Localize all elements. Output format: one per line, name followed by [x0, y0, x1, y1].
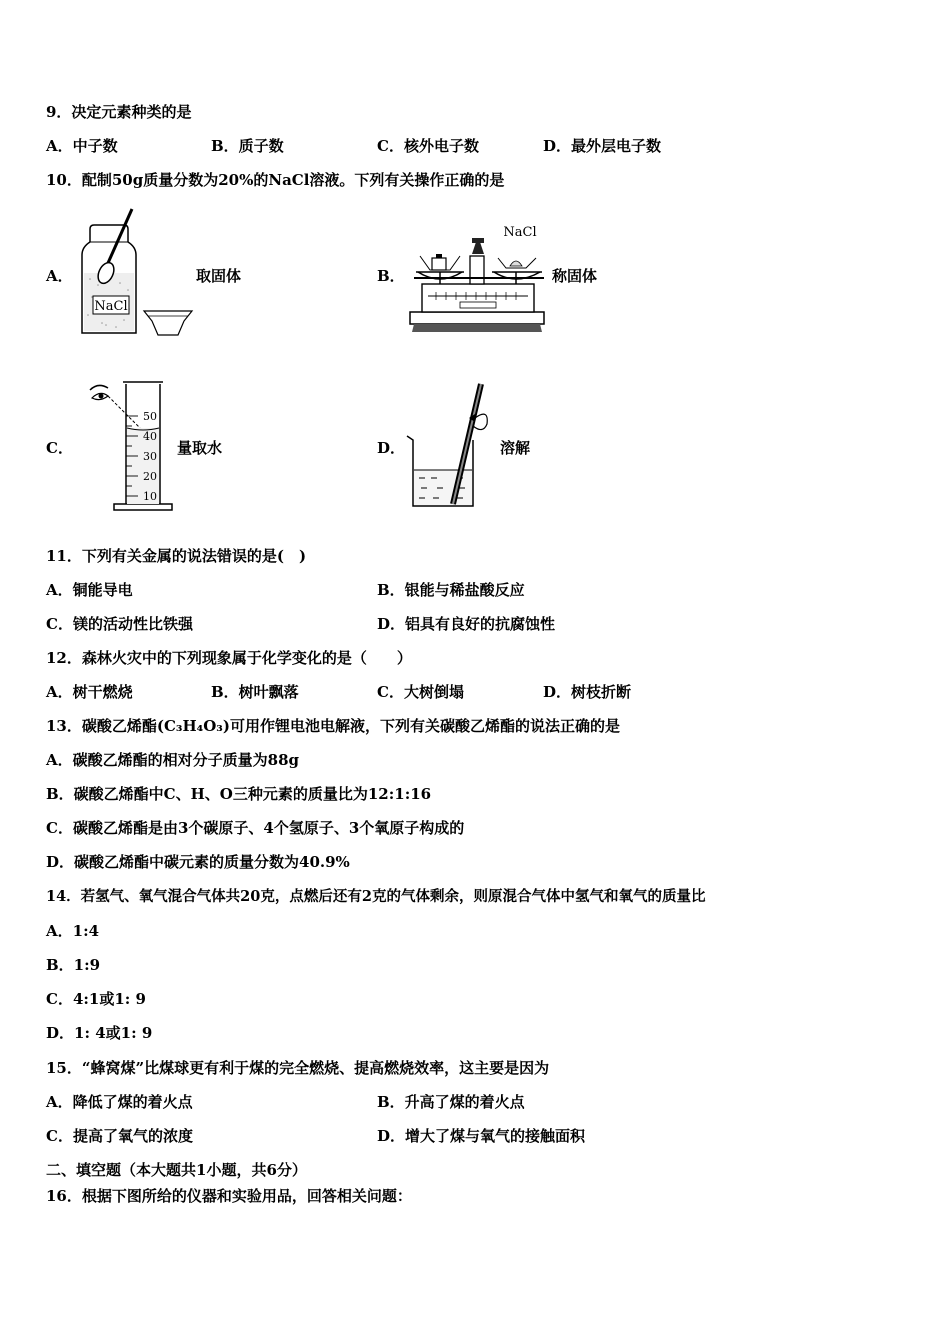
cylinder-tick-20: 20 [143, 470, 157, 483]
cylinder-tick-30: 30 [143, 450, 157, 463]
q10-d-letter: D． [377, 439, 406, 457]
q15-option-c: C．提高了氧气的浓度 [46, 1127, 193, 1145]
q9-option-d: D．最外层电子数 [543, 137, 662, 155]
balance-figure [406, 220, 551, 335]
graduated-cylinder-figure [86, 378, 176, 513]
q10-c-caption: 量取水 [177, 439, 223, 457]
q10-d-caption: 溶解 [500, 439, 531, 457]
q9-option-c: C．核外电子数 [377, 137, 479, 155]
q11-option-a: A．铜能导电 [46, 581, 133, 599]
beaker-figure [403, 378, 503, 513]
q15-option-b: B．升高了煤的着火点 [377, 1093, 525, 1111]
q13-option-d: D．碳酸乙烯酯中碳元素的质量分数为40.9% [46, 853, 350, 871]
reagent-bottle-figure [76, 205, 196, 340]
q12-option-c: C．大树倒塌 [377, 683, 464, 701]
q14-option-b: B．1:9 [46, 956, 101, 974]
q11-option-c: C．镁的活动性比铁强 [46, 615, 193, 633]
cylinder-tick-10: 10 [143, 490, 157, 503]
q16-stem: 16．根据下图所给的仪器和实验用品，回答相关问题： [46, 1187, 412, 1205]
q10-c-letter: C． [46, 439, 73, 457]
nacl-label: NaCl [94, 299, 128, 314]
q14-option-d: D．1: 4或1: 9 [46, 1024, 153, 1042]
q10-a-caption: 取固体 [196, 267, 242, 285]
cylinder-tick-40: 40 [143, 430, 157, 443]
q9-stem: 9．决定元素种类的是 [46, 103, 192, 121]
q14-option-a: A．1:4 [46, 922, 100, 940]
cylinder-tick-50: 50 [143, 410, 157, 423]
q11-stem: 11．下列有关金属的说法错误的是( ) [46, 547, 307, 565]
q12-option-d: D．树枝折断 [543, 683, 632, 701]
q10-b-letter: B． [377, 267, 405, 285]
q9-option-b: B．质子数 [211, 137, 284, 155]
q15-option-d: D．增大了煤与氧气的接触面积 [377, 1127, 586, 1145]
q10-b-caption: 称固体 [552, 267, 598, 285]
q13-option-b: B．碳酸乙烯酯中C、H、O三种元素的质量比为12:1:16 [46, 785, 432, 803]
q11-option-b: B．银能与稀盐酸反应 [377, 581, 525, 599]
q12-option-b: B．树叶飘落 [211, 683, 299, 701]
q14-option-c: C．4:1或1: 9 [46, 990, 146, 1008]
q12-stem: 12．森林火灾中的下列现象属于化学变化的是（ ） [46, 649, 412, 667]
q13-option-c: C．碳酸乙烯酯是由3个碳原子、4个氢原子、3个氧原子构成的 [46, 819, 465, 837]
q12-option-a: A．树干燃烧 [46, 683, 133, 701]
q10-stem: 10．配制50g质量分数为20%的NaCl溶液。下列有关操作正确的是 [46, 171, 505, 189]
balance-nacl-label: NaCl [503, 225, 537, 240]
q11-option-d: D．铝具有良好的抗腐蚀性 [377, 615, 556, 633]
q10-a-letter: A． [46, 267, 73, 285]
q9-option-a: A．中子数 [46, 137, 118, 155]
q15-option-a: A．降低了煤的着火点 [46, 1093, 193, 1111]
section2-title: 二、填空题（本大题共1小题，共6分） [46, 1161, 307, 1179]
q13-option-a: A．碳酸乙烯酯的相对分子质量为88g [46, 751, 300, 769]
q13-stem: 13．碳酸乙烯酯(C₃H₄O₃)可用作锂电池电解液，下列有关碳酸乙烯酯的说法正确的是 [46, 717, 620, 735]
q15-stem: 15．“蜂窝煤”比煤球更有利于煤的完全燃烧、提高燃烧效率，这主要是因为 [46, 1059, 550, 1077]
q14-stem: 14．若氢气、氧气混合气体共20克，点燃后还有2克的气体剩余，则原混合气体中氢气和氧气的质量比 [46, 888, 706, 905]
